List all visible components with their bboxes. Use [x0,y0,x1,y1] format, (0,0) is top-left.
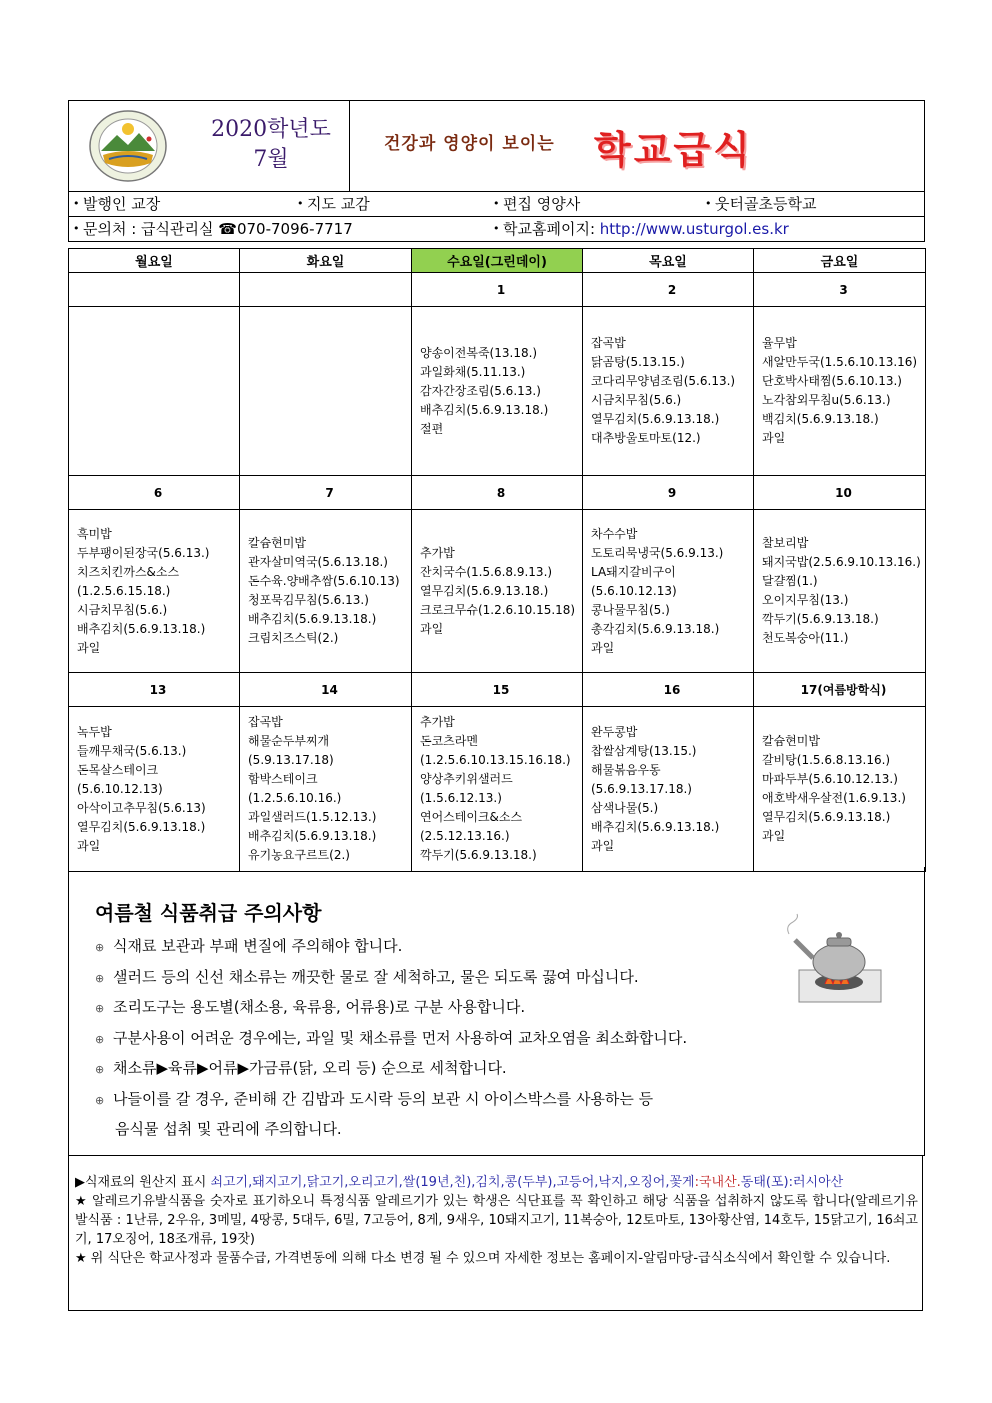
date-cell: 9 [583,476,754,510]
menu-item: 콩나물무침(5.) [591,602,670,617]
menu-cell [240,307,412,476]
menu-row [69,307,926,476]
notice-item: ⊕ 나들이를 갈 경우, 준비해 간 김밥과 도시락 등의 보관 시 아이스박스를 사용하는 등 [95,1085,815,1116]
menu-item: 새알만두국(1.5.6.10.13.16) [762,355,918,369]
menu-cell [754,707,926,872]
date-cell: 3 [754,273,926,307]
menu-item: (5.9.13.17.18) [248,753,334,767]
date-cell: 6 [69,476,240,510]
menu-item: 해물볶음우동 [591,762,661,777]
menu-item: 절편 [420,421,444,436]
menu-item: 대추방울토마토(12.) [591,431,701,445]
day-header: 금요일 [754,249,926,273]
school-year-text: 2020학년도 [211,117,331,142]
menu-item: 삼색나물(5.) [591,800,659,815]
menu-item: (1.2.5.6.15.18.) [77,583,171,598]
menu-row [69,707,926,872]
menu-item: 감자간장조림(5.6.13.) [420,383,541,398]
menu-item: 닭곰탕(5.13.15.) [591,355,685,369]
menu-item: 열무김치(5.6.9.13.18.) [420,583,549,598]
supervisor: • 지도 교감 [297,192,370,216]
menu-item: LA돼지갈비구이(5.6.10.12.13) [591,564,677,598]
notice-item-cont: 음식물 섭취 및 관리에 주의합니다. [115,1120,342,1138]
menu-item: 흑미밥 [77,526,112,541]
menu-row [69,510,926,673]
weekday-header-row [69,249,926,273]
menu-item: 깍두기(5.6.9.13.18.) [762,612,879,626]
menu-item: 마파두부(5.6.10.12.13.) [762,772,898,786]
menu-item: 열무김치(5.6.9.13.18.) [762,810,891,824]
notice-item: ⊕ 식재료 보관과 부패 변질에 주의해야 합니다. [95,932,815,963]
homepage-link[interactable]: http://www.usturgol.es.kr [599,220,789,238]
menu-table [68,248,926,872]
menu-item: 율무밥 [762,336,797,350]
bullet-icon: ⊕ [95,941,105,954]
menu-cell [754,307,926,476]
menu-item: (5.6.9.13.17.18.) [591,781,692,796]
menu-item: 크림치즈스틱(2.) [248,631,339,645]
date-cell: 8 [412,476,583,510]
menu-item: 도토리묵냉국(5.6.9.13.) [591,545,724,560]
allergy-note: ★ 알레르기유발식품을 숫자로 표기하오니 특정식품 알레르기가 있는 학생은 식단표를 꼭 확인하고 해당 식품을 섭취하지 않도록 합니다(알레르기유발식품 : 1난류, 2우유, 3메밀, 4땅콩, 5대두, 6밀, 7고등어, 8게, 9새우, 10돼지고기, 11복숭아, 12토마토, 13아황산염, 14호두, 15닭고기, 16쇠고기, 17오징어, 18조개류, 19잣) [75,1194,918,1247]
menu-item: 과일 [420,621,444,636]
menu-item: 달걀찜(1.) [762,574,818,588]
menu-item: 배추김치(5.6.9.13.18.) [248,612,377,626]
menu-item: 시금치무침(5.6.) [591,393,682,407]
menu-item: (2.5.12.13.16.) [420,829,510,843]
menu-cell [69,510,240,673]
menu-cell [583,510,754,673]
change-note: ★ 위 식단은 학교사정과 물품수급, 가격변동에 의해 다소 변경 될 수 있으며 자세한 정보는 홈페이지-알림마당-급식소식에서 확인할 수 있습니다. [75,1251,891,1266]
info-row-1 [68,192,925,217]
menu-item: 추가밥 [420,715,455,729]
menu-item: 배추김치(5.6.9.13.18.) [248,829,377,843]
date-cell: 2 [583,273,754,307]
menu-item: 돈목살스테이크(5.6.10.12.13) [77,762,163,796]
homepage [493,217,789,241]
date-cell: 7 [240,476,412,510]
menu-item: 들깨무채국(5.6.13.) [77,743,187,758]
menu-item: 단호박사태찜(5.6.10.13.) [762,374,902,388]
menu-item: 추가밥 [420,545,455,560]
menu-item: 완두콩밥 [591,724,638,739]
menu-item: 차수수밥 [591,526,638,541]
origin-line: ▶식재료의 원산지 표시 쇠고기,돼지고기,닭고기,오리고기,쌀(19년,친),김치,콩(두부),고등어,낙지,오징어,꽃게:국내산.동태(포):러시아산 [75,1175,844,1190]
menu-item: 관자살미역국(5.6.13.18.) [248,555,388,569]
bullet-icon: ⊕ [95,1002,105,1015]
kettle-on-stove-icon [781,912,891,1007]
menu-item: 총각김치(5.6.9.13.18.) [591,621,720,636]
menu-item: 깍두기(5.6.9.13.18.) [420,848,537,862]
notice-item: ⊕ 조리도구는 용도별(채소용, 육류용, 어류용)로 구분 사용합니다. [95,993,815,1024]
date-cell: 13 [69,673,240,707]
notice-title: 여름철 식품취급 주의사항 [95,901,322,925]
menu-item: 배추김치(5.6.9.13.18.) [591,819,720,834]
menu-item: 치즈치킨까스&소스 [77,564,180,579]
menu-cell [69,307,240,476]
bullet-icon: ⊕ [95,971,105,985]
menu-item: 과일화채(5.11.13.) [420,364,526,379]
menu-item: 백김치(5.6.9.13.18.) [762,412,879,426]
menu-item: 청포묵김무침(5.6.13.) [248,593,369,607]
menu-item: 연어스테이크&소스 [420,810,523,824]
menu-item: 배추김치(5.6.9.13.18.) [77,621,206,636]
menu-item: 잡곡밥 [248,715,283,729]
menu-item: 돈수육.양배추쌈(5.6.10.13) [248,574,400,588]
menu-item: 양송이전복죽(13.18.) [420,345,538,360]
menu-item: 노각참외무침u(5.6.13.) [762,393,891,407]
menu-item: (1.5.6.12.13.) [420,791,502,805]
menu-item: 천도복숭아(11.) [762,631,849,645]
menu-cell [412,307,583,476]
menu-item: 잔치국수(1.5.6.8.9.13.) [420,564,553,579]
menu-cell [240,707,412,872]
slogan: 건강과 영양이 보이는 [384,134,555,154]
menu-item: 애호박새우살전(1.6.9.13.) [762,791,906,805]
menu-cell [412,510,583,673]
menu-item: 오이지무침(13.) [762,593,849,607]
date-cell: 16 [583,673,754,707]
day-header: 월요일 [69,249,240,273]
notice-item: ⊕ 채소류▶육류▶어류▶가금류(닭, 오리 등) 순으로 세척합니다. [95,1054,815,1085]
month-text: 7월 [253,147,289,172]
menu-item: 찹쌀삼계탕(13.15.) [591,743,697,758]
date-cell: 14 [240,673,412,707]
menu-item: 과일 [591,838,615,853]
menu-item: (1.2.5.6.10.16.) [248,791,342,805]
date-cell: 1 [412,273,583,307]
menu-item: 과일 [762,829,786,843]
notice-list [95,932,815,1144]
homepage-label: 학교홈페이지: [503,220,595,238]
school-year [191,115,351,175]
contact: • 문의처 : 급식관리실 ☎070-7096-7717 [73,217,353,241]
menu-item: 크로크무슈(1.2.6.10.15.18) [420,602,576,617]
menu-cell [754,510,926,673]
summer-food-notice [68,867,925,1156]
newsletter-title: 학교급식 [594,128,753,172]
date-cell: 17(여름방학식) [754,673,926,707]
menu-item: 녹두밥 [77,724,112,739]
menu-item: 잡곡밥 [591,336,626,350]
menu-item: 시금치무침(5.6.) [77,602,168,617]
menu-cell [412,707,583,872]
menu-item: 과일 [762,431,786,445]
menu-item: 돼지국밥(2.5.6.9.10.13.16.) [762,555,921,569]
notice-item: ⊕ 샐러드 등의 신선 채소류는 깨끗한 물로 잘 세척하고, 물은 되도록 끓여 마십니다. [95,963,815,994]
menu-item: 과일샐러드(1.5.12.13.) [248,810,377,824]
newsletter-header [68,100,925,242]
menu-item: 양상추키위샐러드 [420,772,513,786]
school-name: • 웃터골초등학교 [705,192,816,216]
day-header: 목요일 [583,249,754,273]
menu-item: 아삭이고추무침(5.6.13) [77,800,206,815]
menu-item: (1.2.5.6.10.13.15.16.18.) [420,753,571,767]
menu-item: 찰보리밥 [762,536,809,550]
header-box [68,100,925,192]
date-row [69,476,926,510]
bullet-icon: ⊕ [95,1063,105,1076]
menu-item: 배추김치(5.6.9.13.18.) [420,402,549,417]
day-header-green: 수요일(그린데이) [412,249,583,273]
school-logo-icon [89,109,167,183]
menu-cell [583,307,754,476]
menu-item: 유기농요구르트(2.) [248,848,350,862]
footer-notes [68,1155,923,1311]
day-header: 화요일 [240,249,412,273]
date-row [69,673,926,707]
menu-item: 열무김치(5.6.9.13.18.) [77,819,206,834]
menu-item: 갈비탕(1.5.6.8.13.16.) [762,753,891,767]
header-divider [349,101,350,191]
menu-item: 코다리무양념조림(5.6.13.) [591,374,736,388]
notice-item: ⊕ 구분사용이 어려운 경우에는, 과일 및 채소류를 먼저 사용하여 교차오염을 최소화합니다. [95,1024,815,1055]
menu-item: 칼슘현미밥 [248,536,306,550]
menu-item: 함박스테이크 [248,772,318,786]
menu-item: 과일 [77,838,101,853]
menu-item: 열무김치(5.6.9.13.18.) [591,412,720,426]
menu-item: 과일 [591,640,615,655]
editor: • 편집 영양사 [493,192,580,216]
date-cell [240,273,412,307]
menu-cell [583,707,754,872]
menu-item: 돈코츠라멘 [420,734,478,748]
menu-item: 칼슘현미밥 [762,734,820,748]
menu-cell [240,510,412,673]
date-cell: 10 [754,476,926,510]
bullet-icon: ⊕ [95,1032,105,1046]
menu-item: 두부팽이된장국(5.6.13.) [77,545,210,560]
menu-item: 해물순두부찌개 [248,734,330,748]
date-cell: 15 [412,673,583,707]
date-cell [69,273,240,307]
menu-cell [69,707,240,872]
menu-item: 과일 [77,640,101,655]
publisher: • 발행인 교장 [73,192,160,216]
date-row [69,273,926,307]
info-row-2 [68,217,925,242]
bullet-icon: ⊕ [95,1093,105,1107]
